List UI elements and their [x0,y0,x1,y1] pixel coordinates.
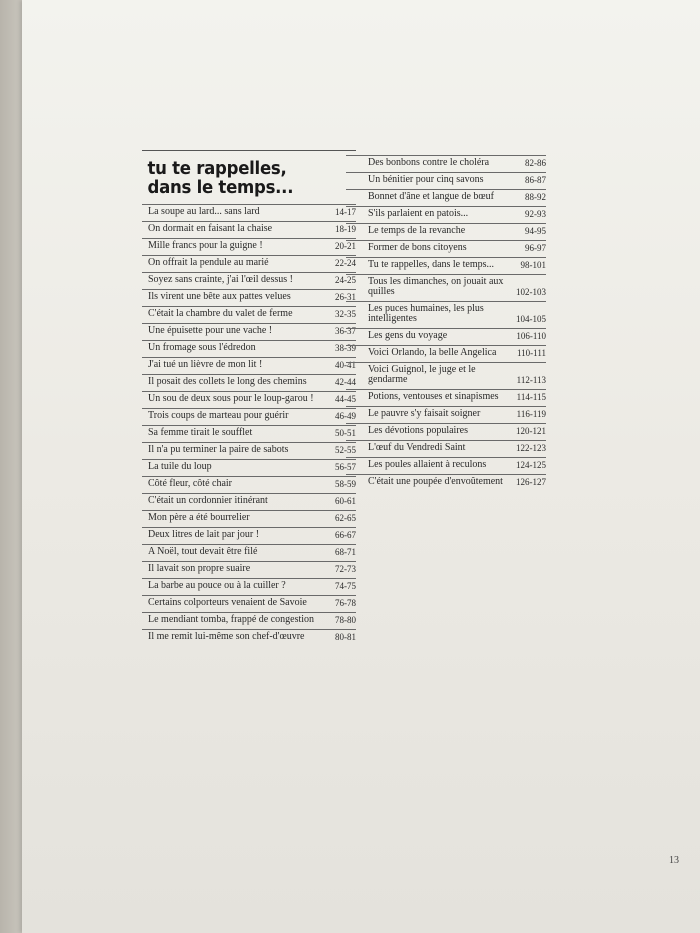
toc-entry [346,223,546,240]
toc-entry-pages: 38-39 [335,343,356,353]
toc-entry-title: On dormait en faisant la chaise [148,223,273,234]
toc-entry-pages: 122-123 [516,443,546,453]
toc-title [142,151,339,204]
toc-entry-pages: 22-24 [335,258,356,268]
toc-entry [142,527,356,544]
toc-entry-pages: 72-73 [335,564,356,574]
toc-entry-pages: 66-67 [335,530,356,540]
toc-entry [142,408,356,425]
toc-entry [142,578,356,595]
toc-entry-pages: 44-45 [335,394,356,404]
toc-entry [346,257,546,274]
toc-entry-pages: 110-111 [517,348,546,358]
toc-entry-pages: 124-125 [516,460,546,470]
toc-entry [142,476,356,493]
toc-entry-pages: 40-41 [335,360,356,370]
toc-entry-title: Sa femme tirait le soufflet [148,427,253,438]
toc-entry [346,328,546,345]
toc-entry [142,442,356,459]
toc-entry [142,306,356,323]
toc-entry [142,289,356,306]
toc-entry [142,374,356,391]
toc-entry-pages: 68-71 [335,547,356,557]
toc-entry-pages: 98-101 [520,260,546,270]
toc-entry-title: Tous les dimanches, on jouait aux quilles [368,276,504,297]
toc-entry-title: L'œuf du Vendredi Saint [368,442,466,453]
toc-entry-pages: 60-61 [335,496,356,506]
toc-entry-pages: 14-17 [335,207,356,217]
toc-entry-pages: 42-44 [335,377,356,387]
toc-entry-title: Ils virent une bête aux pattes velues [148,291,291,302]
toc-entry [142,561,356,578]
toc-entry [142,544,356,561]
toc-entry-title: Un fromage sous l'édredon [148,342,256,353]
toc-entry-pages: 104-105 [516,314,546,324]
toc-entry [346,440,546,457]
toc-entry [142,204,356,221]
toc-entry-title: Potions, ventouses et sinapismes [368,391,499,402]
toc-entry [346,274,546,301]
page-number: 13 [669,855,679,866]
toc-entry-pages: 116-119 [516,409,546,419]
toc-entry-title: Le mendiant tomba, frappé de congestion [148,614,315,625]
toc-list-left [142,204,356,646]
toc-entry-title: Il me remit lui-même son chef-d'œuvre [148,631,305,642]
toc-entry-title: Il n'a pu terminer la paire de sabots [148,444,289,455]
toc-column-right [346,155,546,491]
toc-entry-title: Voici Orlando, la belle Angelica [368,347,497,358]
toc-entry [142,425,356,442]
toc-entry [142,340,356,357]
toc-entry-pages: 74-75 [335,581,356,591]
toc-entry [142,221,356,238]
toc-entry-title: Trois coups de marteau pour guérir [148,410,289,421]
toc-column-left [142,150,356,646]
toc-entry-title: Former de bons citoyens [368,242,467,253]
toc-entry-title: C'était la chambre du valet de ferme [148,308,293,319]
toc-entry-title: Le pauvre s'y faisait soigner [368,408,481,419]
toc-entry-title: Les gens du voyage [368,330,448,341]
toc-entry [142,493,356,510]
toc-entry [142,323,356,340]
toc-entry [346,206,546,223]
toc-entry-title: Mille francs pour la guigne ! [148,240,263,251]
toc-entry [346,155,546,172]
toc-entry-title: Le temps de la revanche [368,225,466,236]
toc-entry-pages: 92-93 [525,209,546,219]
toc-entry-pages: 120-121 [516,426,546,436]
toc-entry-title: Soyez sans crainte, j'ai l'œil dessus ! [148,274,293,285]
toc-entry-pages: 58-59 [335,479,356,489]
toc-entry-title: Des bonbons contre le choléra [368,157,490,168]
toc-entry-pages: 62-65 [335,513,356,523]
toc-entry-pages: 52-55 [335,445,356,455]
toc-entry-pages: 114-115 [516,392,546,402]
toc-entry-pages: 78-80 [335,615,356,625]
toc-entry-title: Les poules allaient à reculons [368,459,487,470]
toc-entry-title: La soupe au lard... sans lard [148,206,260,217]
toc-entry [346,362,546,389]
toc-entry [142,272,356,289]
toc-entry [142,238,356,255]
toc-entry-title: Les puces humaines, les plus intelligentes [368,303,484,324]
toc-entry-pages: 46-49 [335,411,356,421]
toc-entry [346,301,546,328]
toc-entry [346,457,546,474]
toc-entry-title: Les dévotions populaires [368,425,468,436]
toc-entry-title: Certains colporteurs venaient de Savoie [148,597,307,608]
toc-entry-title: Une épuisette pour une vache ! [148,325,273,336]
toc-entry [346,406,546,423]
toc-entry-pages: 126-127 [516,477,546,487]
toc-entry-title: Un sou de deux sous pour le loup-garou ! [148,393,314,404]
toc-title-line1: tu te rappelles, [147,158,287,179]
toc-entry-pages: 102-103 [516,287,546,297]
toc-entry-title: La barbe au pouce ou à la cuiller ? [148,580,286,591]
toc-entry [346,389,546,406]
toc-entry-pages: 94-95 [525,226,546,236]
toc-entry-pages: 24-25 [335,275,356,285]
toc-entry [142,612,356,629]
toc-entry-pages: 36-37 [335,326,356,336]
toc-entry [142,255,356,272]
toc-entry-title: Mon père a été bourrelier [148,512,250,523]
toc-entry-title: Un bénitier pour cinq savons [368,174,484,185]
toc-entry-title: J'ai tué un lièvre de mon lit ! [148,359,263,370]
toc-entry-title: La tuile du loup [148,461,212,472]
toc-entry-title: Tu te rappelles, dans le temps... [368,259,495,270]
toc-entry-title: Voici Guignol, le juge et le gendarme [368,364,476,385]
toc-entry [346,423,546,440]
toc-entry-title: Deux litres de lait par jour ! [148,529,260,540]
toc-entry [142,391,356,408]
toc-entry-pages: 56-57 [335,462,356,472]
toc-entry-pages: 80-81 [335,632,356,642]
toc-entry [142,629,356,646]
toc-entry-title: Côté fleur, côté chair [148,478,233,489]
toc-entry-pages: 88-92 [525,192,546,202]
toc-title-line2: dans le temps... [147,177,294,198]
toc-entry-title: A Noël, tout devait être filé [148,546,258,557]
toc-entry-pages: 26-31 [335,292,356,302]
toc-entry-pages: 106-110 [516,331,546,341]
toc-entry [142,357,356,374]
toc-entry [346,474,546,491]
toc-entry [142,459,356,476]
toc-entry [346,345,546,362]
toc-entry-pages: 96-97 [525,243,546,253]
toc-entry [346,172,546,189]
toc-entry-title: Bonnet d'âne et langue de bœuf [368,191,494,202]
toc-entry [346,189,546,206]
toc-entry-pages: 112-113 [516,375,546,385]
toc-entry-title: C'était un cordonnier itinérant [148,495,268,506]
toc-entry-title: On offrait la pendule au marié [148,257,269,268]
toc-entry-title: Il lavait son propre suaire [148,563,251,574]
toc-entry [346,240,546,257]
book-page [22,0,700,933]
toc-entry-pages: 86-87 [525,175,546,185]
toc-entry-pages: 20-21 [335,241,356,251]
toc-entry [142,510,356,527]
toc-entry-pages: 18-19 [335,224,356,234]
toc-entry-pages: 50-51 [335,428,356,438]
toc-entry [142,595,356,612]
toc-list-right [346,155,546,491]
toc-entry-title: S'ils parlaient en patois... [368,208,469,219]
toc-entry-pages: 76-78 [335,598,356,608]
toc-entry-title: Il posait des collets le long des chemins [148,376,307,387]
toc-entry-pages: 82-86 [525,158,546,168]
toc-entry-title: C'était une poupée d'envoûtement [368,476,503,487]
toc-entry-pages: 32-35 [335,309,356,319]
